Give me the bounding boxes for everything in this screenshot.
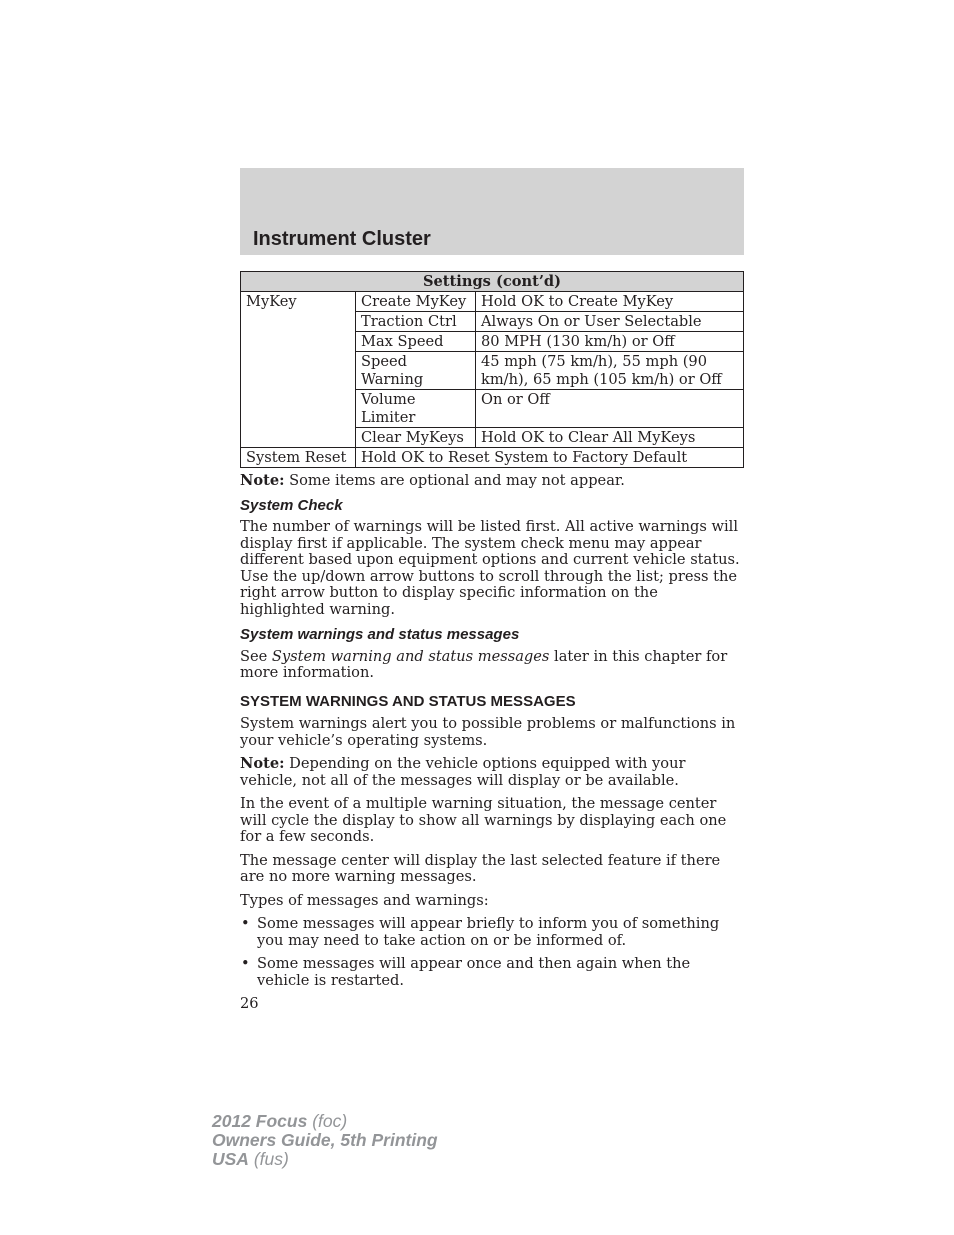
- setting-cell: Speed Warning: [356, 352, 476, 390]
- footer-market-code: (fus): [248, 1149, 289, 1169]
- value-cell: On or Off: [476, 390, 744, 428]
- setting-cell: Max Speed: [356, 332, 476, 352]
- value-cell: 45 mph (75 km/h), 55 mph (90 km/h), 65 mph (105 km/h) or Off: [476, 352, 744, 390]
- table-row: [241, 292, 744, 312]
- system-reset-label-cell: System Reset: [241, 448, 356, 468]
- note-label: Note:: [240, 472, 285, 489]
- chapter-title: Instrument Cluster: [253, 228, 431, 250]
- see-rest-text: later in this chapter for more information.: [240, 647, 728, 681]
- list-item: [240, 916, 744, 949]
- system-check-heading: System Check: [240, 496, 343, 514]
- chapter-header-band: [240, 168, 744, 255]
- footer-printing: Owners Guide, 5th Printing: [212, 1130, 438, 1150]
- system-reset-value-cell: Hold OK to Reset System to Factory Default: [356, 448, 744, 468]
- value-cell: Hold OK to Create MyKey: [476, 292, 744, 312]
- section-heading: SYSTEM WARNINGS AND STATUS MESSAGES: [240, 692, 576, 710]
- bullet-icon: •: [241, 915, 250, 932]
- note-text: Depending on the vehicle options equipped with your vehicle, not all of the messages will display or be available.: [240, 755, 686, 789]
- footer-info: [212, 1112, 438, 1169]
- setting-cell: Create MyKey: [356, 292, 476, 312]
- footer-model-code: (foc): [307, 1111, 348, 1131]
- list-item: [240, 956, 744, 989]
- warnings-subheading: System warnings and status messages: [240, 626, 520, 643]
- settings-table: [240, 271, 744, 468]
- cross-reference: System warning and status messages: [271, 647, 550, 665]
- page-content: [240, 271, 744, 1012]
- value-cell: Hold OK to Clear All MyKeys: [476, 428, 744, 448]
- bullet-list: [240, 916, 744, 989]
- bullet-icon: •: [241, 955, 250, 972]
- paragraph: System warnings alert you to possible problems or malfunctions in your vehicle’s operating systems.: [240, 715, 736, 749]
- setting-cell: Clear MyKeys: [356, 428, 476, 448]
- settings-table-title: Settings (cont’d): [241, 272, 744, 292]
- paragraph: Types of messages and warnings:: [240, 891, 489, 909]
- mykey-label-cell: MyKey: [241, 292, 356, 448]
- footer-market: USA: [212, 1149, 249, 1169]
- setting-cell: Volume Limiter: [356, 390, 476, 428]
- table-row: [241, 448, 744, 468]
- footer-model: 2012 Focus: [212, 1111, 308, 1131]
- note-paragraph: [240, 756, 744, 789]
- paragraph: The message center will display the last selected feature if there are no more warning messages.: [240, 851, 721, 885]
- paragraph: In the event of a multiple warning situation, the message center will cycle the display to show all warnings by displaying each one for a few seconds.: [240, 795, 727, 845]
- system-check-body: The number of warnings will be listed first. All active warnings will display first if applicable. The system check menu may appear different based upon equipment options and current vehicle status. Use the up/down arrow buttons to scroll through the list; press the right arrow button to display specific information on the highlighted warning.: [240, 518, 740, 618]
- note-text: Some items are optional and may not appear.: [284, 472, 625, 489]
- note-label: Note:: [240, 755, 285, 772]
- warnings-see-paragraph: [240, 649, 744, 682]
- page-number: 26: [240, 995, 259, 1012]
- value-cell: Always On or User Selectable: [476, 312, 744, 332]
- list-item-text: Some messages will appear once and then again when the vehicle is restarted.: [257, 955, 691, 989]
- see-text: See: [240, 647, 272, 665]
- value-cell: 80 MPH (130 km/h) or Off: [476, 332, 744, 352]
- setting-cell: Traction Ctrl: [356, 312, 476, 332]
- list-item-text: Some messages will appear briefly to inform you of something you may need to take action on or be informed of.: [257, 915, 720, 949]
- table-note: [240, 473, 744, 489]
